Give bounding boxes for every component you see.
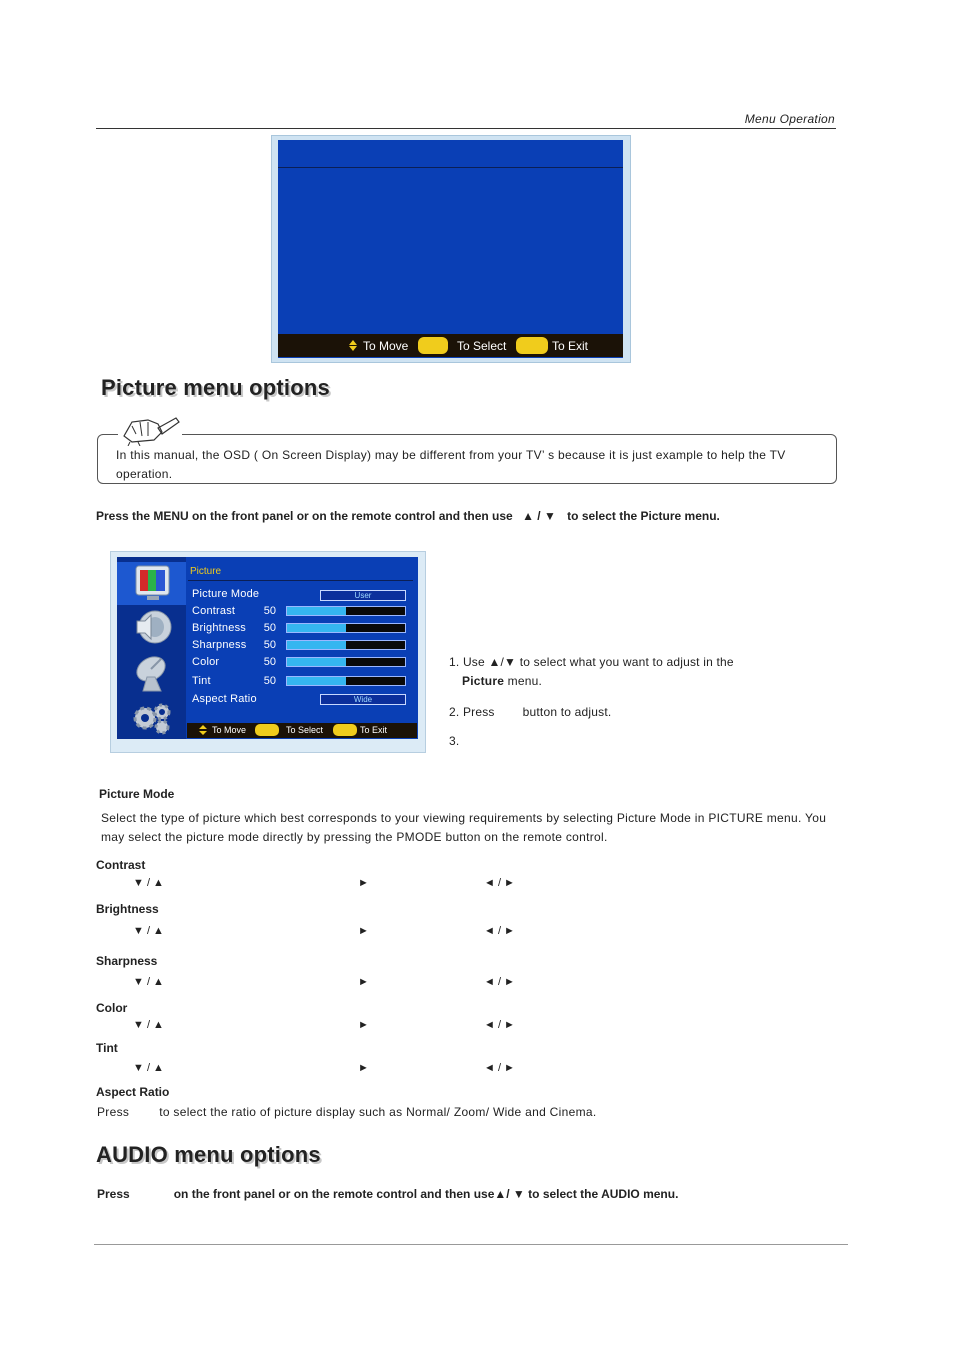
nav-select-label: To Select bbox=[286, 725, 324, 735]
brightness-slider[interactable] bbox=[286, 623, 406, 633]
slider-fill bbox=[287, 641, 346, 649]
note-hand-pencil-icon bbox=[118, 414, 182, 446]
nav-exit-label: To Exit bbox=[552, 339, 589, 353]
nav-move-label: To Move bbox=[363, 339, 409, 353]
row-label: Color bbox=[192, 656, 220, 668]
sharpness-slider[interactable] bbox=[286, 640, 406, 650]
picture-mode-value: User bbox=[320, 590, 406, 601]
row-label: Aspect Ratio bbox=[192, 693, 257, 705]
satellite-dish-icon bbox=[117, 651, 186, 694]
tint-heading: Tint bbox=[96, 1041, 118, 1055]
nav-select-label: To Select bbox=[457, 339, 507, 353]
gears-icon bbox=[117, 696, 186, 739]
tv-color-bars-icon bbox=[117, 562, 186, 605]
header-section-title: Menu Operation bbox=[744, 112, 835, 126]
row-label: Sharpness bbox=[192, 639, 247, 651]
contrast-slider[interactable] bbox=[286, 606, 406, 616]
contrast-heading: Contrast bbox=[96, 858, 146, 872]
step-1: 1. Use ▲/▼ to select what you want to adjust in the Picture menu. bbox=[449, 655, 734, 688]
row-value: 50 bbox=[263, 605, 276, 617]
color-slider[interactable] bbox=[286, 657, 406, 667]
picture-osd-title: Picture bbox=[190, 566, 222, 577]
row-value: 50 bbox=[263, 639, 276, 651]
sidebar-item-audio[interactable] bbox=[117, 606, 186, 649]
aspect-ratio-heading: Aspect Ratio bbox=[96, 1085, 170, 1099]
exit-button-icon bbox=[333, 724, 357, 736]
note-text: In this manual, the OSD ( On Screen Display) may be different from your TV’ s because it is just example to help the TV operation. bbox=[116, 448, 786, 481]
top-osd-nav-bar bbox=[278, 334, 623, 357]
sidebar-item-channel[interactable] bbox=[117, 651, 186, 694]
row-value: 50 bbox=[263, 656, 276, 668]
tint-slider[interactable] bbox=[286, 676, 406, 686]
slider-fill bbox=[287, 624, 346, 632]
step-2: 2. Press button to adjust. bbox=[449, 705, 612, 719]
picture-section-title: Picture menu options bbox=[101, 375, 330, 400]
audio-section-title: AUDIO menu options bbox=[96, 1142, 321, 1167]
sidebar-item-setup[interactable] bbox=[117, 696, 186, 739]
sharpness-heading: Sharpness bbox=[96, 954, 158, 968]
slider-fill bbox=[287, 658, 346, 666]
exit-button-icon bbox=[516, 337, 548, 354]
picture-mode-text: Select the type of picture which best corresponds to your viewing requirements by selecting Picture Mode in PICTURE menu. You may select the picture mode directly by pressing the PMODE button on the remote control. bbox=[101, 811, 827, 844]
top-osd-title-divider bbox=[278, 167, 623, 168]
aspect-ratio-value: Wide bbox=[320, 694, 406, 705]
picture-mode-heading: Picture Mode bbox=[99, 787, 175, 801]
picture-osd-nav-bar bbox=[187, 723, 417, 738]
sidebar-item-picture[interactable] bbox=[117, 562, 186, 605]
select-button-icon bbox=[255, 724, 279, 736]
audio-instruction: Press on the front panel or on the remote control and then use▲/ ▼ to select the AUDIO menu. bbox=[97, 1187, 679, 1201]
slider-fill bbox=[287, 607, 346, 615]
row-label: Brightness bbox=[192, 622, 246, 634]
footer-divider bbox=[94, 1244, 848, 1245]
speaker-icon bbox=[117, 606, 186, 649]
row-value: 50 bbox=[263, 675, 276, 687]
slider-fill bbox=[287, 677, 346, 685]
brightness-heading: Brightness bbox=[96, 902, 159, 916]
picture-osd-title-divider bbox=[188, 580, 413, 581]
picture-instruction: Press the MENU on the front panel or on the remote control and then use ▲ / ▼ to select the Picture menu. bbox=[96, 509, 720, 523]
header-divider bbox=[96, 128, 836, 129]
step-3: 3. bbox=[449, 734, 460, 748]
top-osd-screen bbox=[278, 140, 623, 358]
row-label: Tint bbox=[192, 675, 211, 687]
aspect-ratio-text: Press to select the ratio of picture display such as Normal/ Zoom/ Wide and Cinema. bbox=[97, 1105, 597, 1119]
nav-move-label: To Move bbox=[212, 725, 247, 735]
row-label: Picture Mode bbox=[192, 588, 260, 600]
nav-exit-label: To Exit bbox=[360, 725, 388, 735]
row-label: Contrast bbox=[192, 605, 236, 617]
color-heading: Color bbox=[96, 1001, 128, 1015]
select-button-icon bbox=[418, 337, 448, 354]
row-value: 50 bbox=[263, 622, 276, 634]
